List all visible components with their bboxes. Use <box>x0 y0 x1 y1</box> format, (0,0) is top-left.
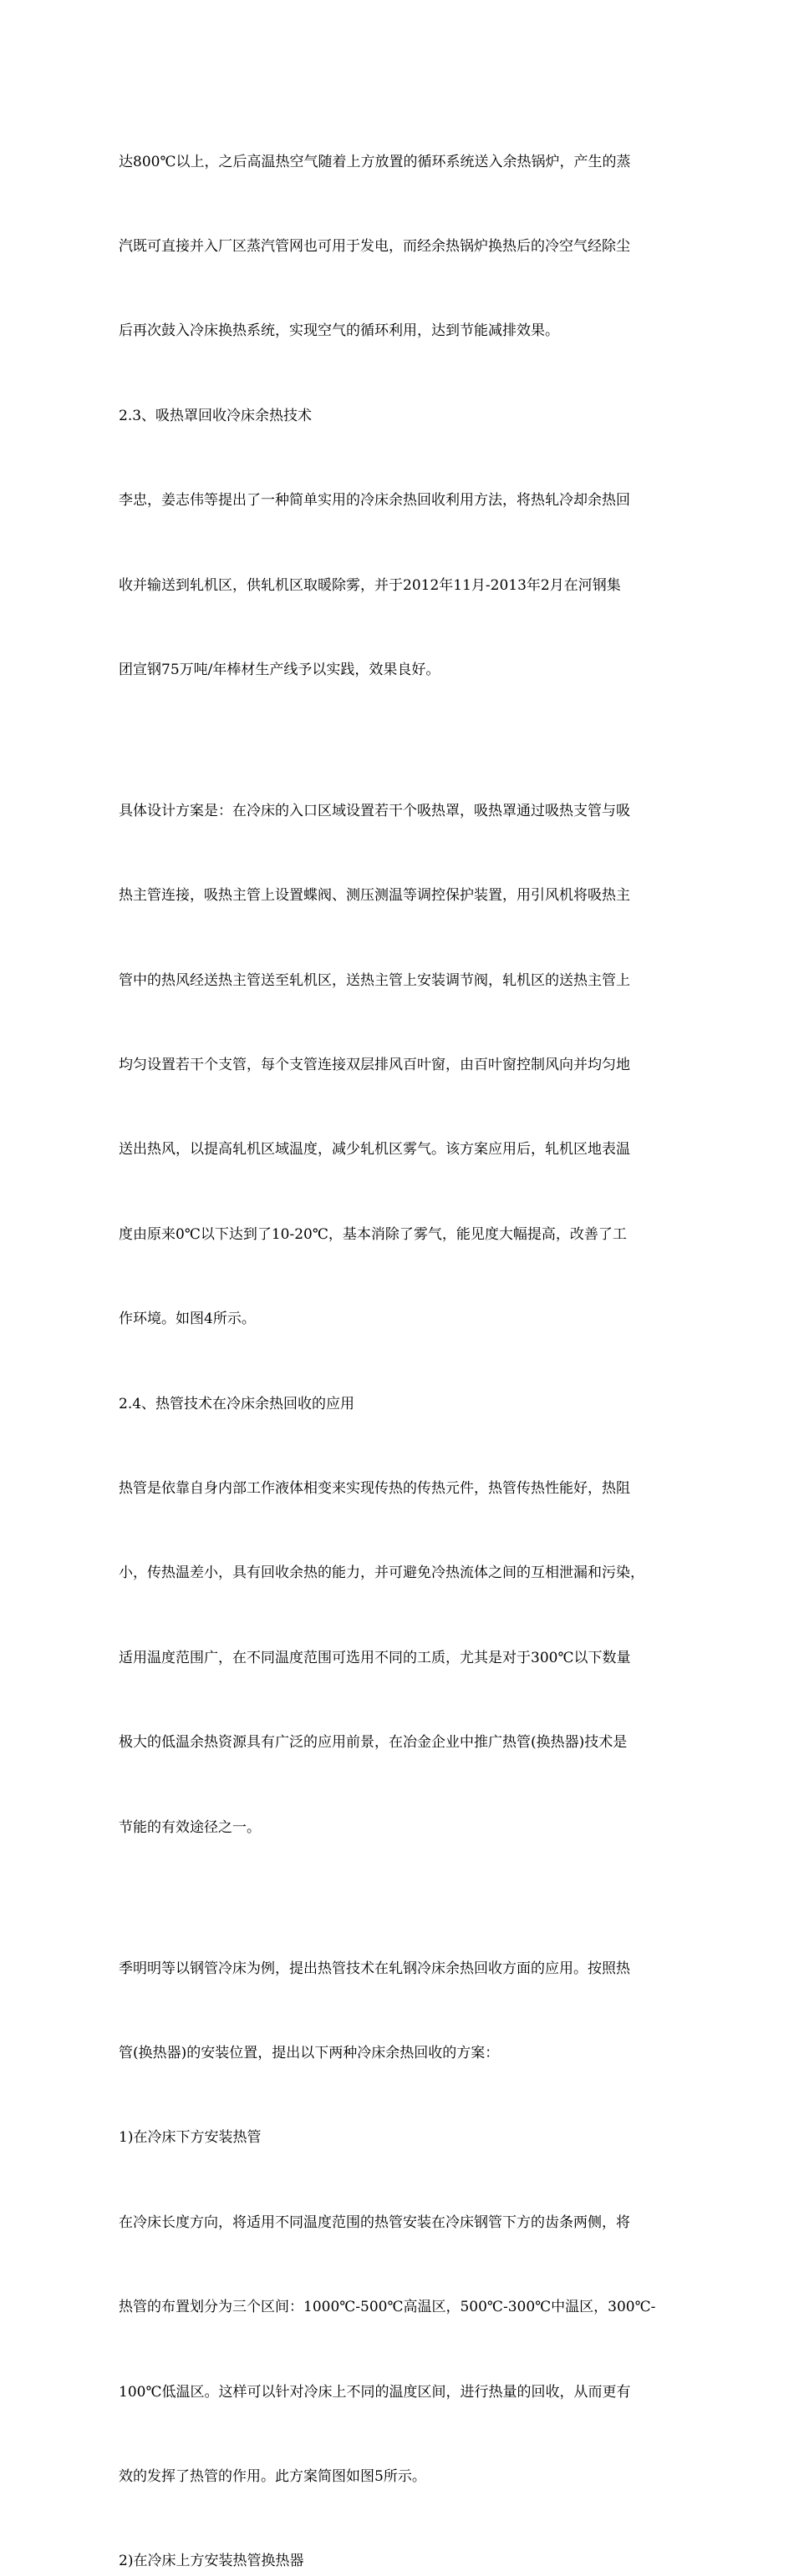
document-body <box>119 92 687 2576</box>
text-line: 李忠，姜志伟等提出了一种简单实用的冷床余热回收利用方法，将热轧冷却余热回 <box>119 492 630 510</box>
text-line: 节能的有效途径之一。 <box>119 1818 261 1836</box>
text-line: 管中的热风经送热主管送至轧机区，送热主管上安装调节阀，轧机区的送热主管上 <box>119 971 630 989</box>
text-line: 汽既可直接并入厂区蒸汽管网也可用于发电，而经余热锅炉换热后的冷空气经除尘 <box>119 237 630 255</box>
text-line: 热主管连接，吸热主管上设置蝶阀、测压测温等调控保护装置，用引风机将吸热主 <box>119 887 630 905</box>
paragraph-heat-pipe-intro <box>119 1418 687 1899</box>
text-line: 管(换热器)的安装位置，提出以下两种冷床余热回收的方案： <box>119 2044 500 2061</box>
text-line: 热管的布置划分为三个区间：1000℃-500℃高温区，500℃-300℃中温区，300℃- <box>119 2299 656 2316</box>
text-line: 送出热风，以提高轧机区域温度，减少轧机区雾气。该方案应用后，轧机区地表温 <box>119 1141 630 1159</box>
text-line: 适用温度范围广，在不同温度范围可选用不同的工质，尤其是对于300℃以下数量 <box>119 1649 631 1666</box>
list-item-1-heading: 1)在冷床下方安装热管 <box>119 2129 262 2147</box>
list-item-2-heading: 2)在冷床上方安装热管换热器 <box>119 2553 304 2570</box>
text-line: 达800℃以上，之后高温热空气随着上方放置的循环系统送入余热锅炉，产生的蒸 <box>119 153 631 170</box>
paragraph-below-bed-scheme <box>119 2153 687 2548</box>
paragraph-li-zhong-method <box>119 431 687 742</box>
text-line: 后再次鼓入冷床换热系统，实现空气的循环利用，达到节能减排效果。 <box>119 322 559 340</box>
text-line: 极大的低温余热资源具有广泛的应用前景，在冶金企业中推广热管(换热器)技术是 <box>119 1734 628 1752</box>
text-line: 均匀设置若干个支管，每个支管连接双层排风百叶窗，由百叶窗控制风向并均匀地 <box>119 1057 630 1074</box>
section-heading-2-3: 2.3、吸热罩回收冷床余热技术 <box>119 407 313 424</box>
paragraph-circulation-system <box>119 92 687 403</box>
text-line: 收并输送到轧机区，供轧机区取暖除雾，并于2012年11月-2013年2月在河钢集 <box>119 576 621 594</box>
paragraph-ji-mingming <box>119 1899 687 2124</box>
paragraph-design-scheme <box>119 741 687 1390</box>
text-line: 小，传热温差小，具有回收余热的能力，并可避免冷热流体之间的互相泄漏和污染， <box>119 1564 644 1582</box>
text-line: 度由原来0℃以下达到了10-20℃，基本消除了雾气，能见度大幅提高，改善了工 <box>119 1225 627 1243</box>
text-line: 100℃低温区。这样可以针对冷床上不同的温度区间，进行热量的回收，从而更有 <box>119 2383 631 2401</box>
section-heading-2-4: 2.4、热管技术在冷床余热回收的应用 <box>119 1395 355 1412</box>
text-line: 热管是依靠自身内部工作液体相变来实现传热的传热元件，热管传热性能好，热阻 <box>119 1480 630 1498</box>
text-line: 季明明等以钢管冷床为例，提出热管技术在轧钢冷床余热回收方面的应用。按照热 <box>119 1960 630 1977</box>
text-line: 效的发挥了热管的作用。此方案简图如图5所示。 <box>119 2467 426 2485</box>
text-line: 团宣钢75万吨/年棒材生产线予以实践，效果良好。 <box>119 661 440 678</box>
text-line: 具体设计方案是：在冷床的入口区域设置若干个吸热罩，吸热罩通过吸热支管与吸 <box>119 802 630 819</box>
text-line: 作环境。如图4所示。 <box>119 1311 256 1328</box>
text-line: 在冷床长度方向，将适用不同温度范围的热管安装在冷床钢管下方的齿条两侧，将 <box>119 2213 630 2231</box>
